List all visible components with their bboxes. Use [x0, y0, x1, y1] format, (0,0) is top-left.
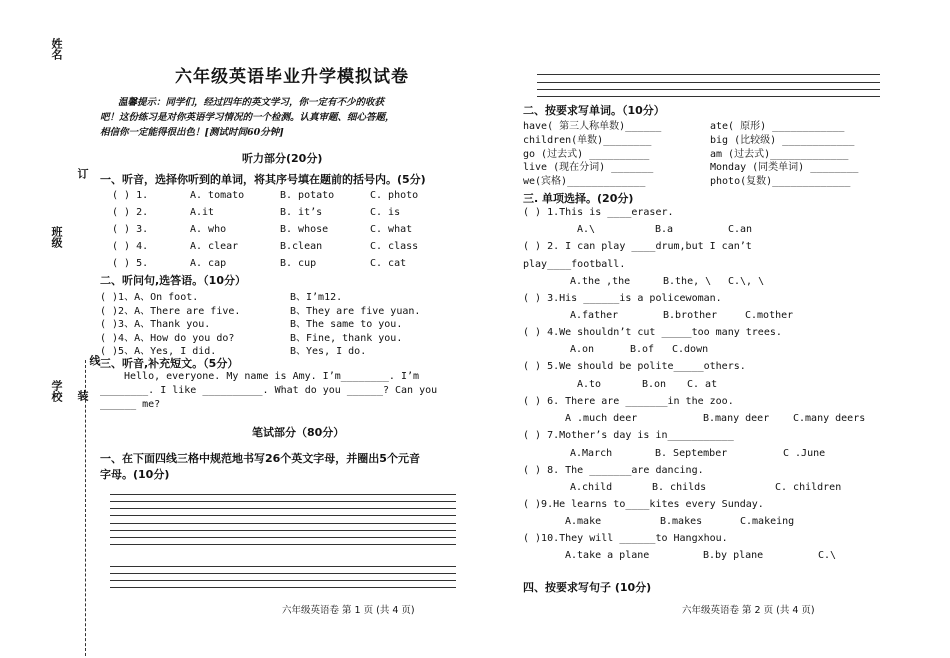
- word-task-left: go (过去式) __________: [523, 148, 650, 160]
- right-part3-heading: 三. 单项选择。(20分): [523, 192, 634, 205]
- mcq-option: C. at: [687, 379, 718, 390]
- option-c: C. is: [370, 207, 401, 218]
- word-task-left: we(宾格)_____________: [523, 176, 646, 188]
- option-c: C. cat: [370, 258, 407, 269]
- writing-line: [110, 515, 456, 516]
- writing-line: [110, 573, 456, 574]
- option-c: C. photo: [370, 190, 419, 201]
- mcq-option: C .June: [783, 448, 826, 459]
- word-task-left: live (现在分词) _______: [523, 162, 654, 174]
- writing-line: [110, 494, 456, 495]
- mcq-question: ( )10.They will ______to Hangxhou.: [523, 533, 728, 544]
- question-option-a: ( )1、A、On foot.: [100, 292, 199, 303]
- footer-left: 六年级英语卷 第 1 页 (共 4 页): [282, 605, 415, 616]
- option-a: A. clear: [190, 241, 239, 252]
- question-option-a: ( )5、A、Yes, I did.: [100, 346, 217, 357]
- mcq-option: A.take a plane: [565, 550, 650, 561]
- school-label: 学校: [50, 380, 63, 402]
- listening-part2-heading: 二、听问句,选答语。（10分）: [100, 274, 246, 287]
- word-task-right: am (过去式)_____________: [710, 148, 849, 160]
- option-b: B、Yes, I do.: [290, 346, 367, 357]
- mcq-option: C.mother: [745, 310, 794, 321]
- mcq-option: A.March: [570, 448, 613, 459]
- mcq-option: B.many deer: [703, 413, 770, 424]
- writing-line: [110, 587, 456, 588]
- question-number: ( ) 1.: [112, 190, 149, 201]
- tip-line-3: 相信你一定能得很出色！[测试时间60分钟]: [100, 127, 284, 138]
- question-number: ( ) 5.: [112, 258, 149, 269]
- word-task-right: photo(复数)_____________: [710, 176, 851, 188]
- option-b: B. whose: [280, 224, 329, 235]
- option-b: B. it’s: [280, 207, 323, 218]
- mcq-option: C.makeing: [740, 516, 795, 527]
- mcq-option: B.on: [642, 379, 667, 390]
- option-b: B、The same to you.: [290, 319, 403, 330]
- question-number: ( ) 2.: [112, 207, 149, 218]
- option-b: B、I’m12.: [290, 292, 343, 303]
- class-label: 班级: [50, 226, 63, 248]
- mcq-option: A.father: [570, 310, 619, 321]
- question-number: ( ) 3.: [112, 224, 149, 235]
- mcq-question: ( ) 7.Mother’s day is in___________: [523, 430, 734, 441]
- mcq-option: B.of: [630, 344, 655, 355]
- writing-line: [110, 544, 456, 545]
- option-a: A.it: [190, 207, 215, 218]
- tip-line-2: 吧！这份练习是对你英语学习情况的一个检测。认真审题、细心答题，: [100, 112, 395, 123]
- mcq-question: ( ) 3.His ______is a policewoman.: [523, 293, 722, 304]
- xian-char: 线: [88, 355, 101, 366]
- option-b: B、Fine, thank you.: [290, 332, 403, 344]
- option-b: B. cup: [280, 258, 317, 269]
- mcq-option: A.\: [577, 224, 596, 235]
- top-rule-1: [537, 74, 880, 75]
- mcq-option: B.brother: [663, 310, 718, 321]
- mcq-option: A.to: [577, 379, 602, 390]
- word-task-right: big (比较级) ____________: [710, 134, 855, 146]
- mcq-option: A .much deer: [565, 413, 638, 424]
- mcq-question: ( ) 4.We shouldn’t cut _____too many trees.: [523, 327, 782, 338]
- top-rule-4: [537, 96, 880, 97]
- writing-line: [110, 566, 456, 567]
- mcq-question: ( ) 2. I can play ____drum,but I can’t: [523, 241, 752, 252]
- mcq-option: A.on: [570, 344, 595, 355]
- listening-heading: 听力部分(20分): [242, 152, 323, 165]
- right-part4-heading: 四、按要求写句子 (10分): [523, 581, 652, 594]
- option-a: A. who: [190, 224, 227, 235]
- passage-line-1: Hello, everyone. My name is Amy. I’m________. I’m: [124, 371, 420, 382]
- question-option-a: ( )2、A、There are five.: [100, 305, 241, 317]
- writing-line: [110, 537, 456, 538]
- mcq-option: B.by plane: [703, 550, 764, 561]
- mcq-option: A.the ,the: [570, 276, 631, 287]
- tip-line-1: 温馨提示：同学们，经过四年的英文学习，你一定有不少的收获: [118, 97, 385, 108]
- top-rule-2: [537, 82, 880, 83]
- mcq-option: C.\, \: [728, 276, 765, 287]
- mcq-question: ( ) 1.This is ____eraser.: [523, 207, 674, 218]
- writing-part1-heading-2: 字母。(10分): [100, 468, 170, 481]
- question-option-a: ( )3、A、Thank you.: [100, 319, 211, 330]
- writing-line: [110, 508, 456, 509]
- binding-dashed-line: [85, 360, 86, 656]
- mcq-option: C.\: [818, 550, 837, 561]
- footer-right: 六年级英语卷 第 2 页 (共 4 页): [682, 605, 815, 616]
- zhuang-char: 装: [76, 390, 89, 401]
- word-task-left: children(单数)________: [523, 134, 652, 146]
- option-b: B.clean: [280, 241, 323, 252]
- mcq-option: C.many deers: [793, 413, 866, 424]
- right-part2-heading: 二、按要求写单词。（10分）: [523, 104, 665, 117]
- option-b: B、They are five yuan.: [290, 305, 421, 317]
- mcq-option: C.an: [728, 224, 753, 235]
- mcq-question: ( ) 5.We should be polite_____others.: [523, 361, 746, 372]
- mcq-option: B.makes: [660, 516, 703, 527]
- word-task-left: have( 第三人称单数)______: [523, 121, 662, 132]
- listening-part1-heading: 一、听音，选择你听到的单词，将其序号填在题前的括号内。(5分): [100, 173, 426, 186]
- mcq-option: B.a: [655, 224, 674, 235]
- question-number: ( ) 4.: [112, 241, 149, 252]
- writing-part1-heading-1: 一、在下面四线三格中规范地书写26个英文字母，并圈出5个元音: [100, 452, 420, 465]
- mcq-option: C.down: [672, 344, 709, 355]
- word-task-right: ate( 原形) ____________: [710, 121, 845, 132]
- writing-heading: 笔试部分（80分）: [252, 426, 345, 439]
- listening-part3-heading: 三、听音,补充短文。（5分）: [100, 357, 239, 370]
- mcq-option: B. childs: [652, 482, 707, 493]
- page-title: 六年级英语毕业升学模拟试卷: [175, 67, 409, 87]
- option-c: C. what: [370, 224, 413, 235]
- mcq-option: A.child: [570, 482, 613, 493]
- writing-line: [110, 580, 456, 581]
- mcq-question: ( )9.He learns to____kites every Sunday.: [523, 499, 764, 510]
- question-option-a: ( )4、A、How do you do?: [100, 332, 235, 344]
- option-a: A. tomato: [190, 190, 245, 201]
- option-b: B. potato: [280, 190, 335, 201]
- top-rule-3: [537, 89, 880, 90]
- passage-line-3: ______ me?: [100, 399, 161, 410]
- name-label: 姓名: [50, 38, 63, 60]
- passage-line-2: ________. I like __________. What do you ______? Can you: [100, 385, 438, 396]
- mcq-question: ( ) 6. There are _______in the zoo.: [523, 396, 734, 407]
- writing-line: [110, 501, 456, 502]
- mcq-option: B.the, \: [663, 276, 712, 287]
- writing-line: [110, 530, 456, 531]
- mcq-option: C. children: [775, 482, 842, 493]
- mcq-option: A.make: [565, 516, 602, 527]
- ding-char: 订: [76, 168, 89, 179]
- writing-line: [110, 523, 456, 524]
- mcq-question: play____football.: [523, 259, 626, 270]
- mcq-question: ( ) 8. The _______are dancing.: [523, 465, 704, 476]
- option-a: A. cap: [190, 258, 227, 269]
- mcq-option: B. September: [655, 448, 728, 459]
- option-c: C. class: [370, 241, 419, 252]
- word-task-right: Monday (同类单词) ________: [710, 162, 859, 174]
